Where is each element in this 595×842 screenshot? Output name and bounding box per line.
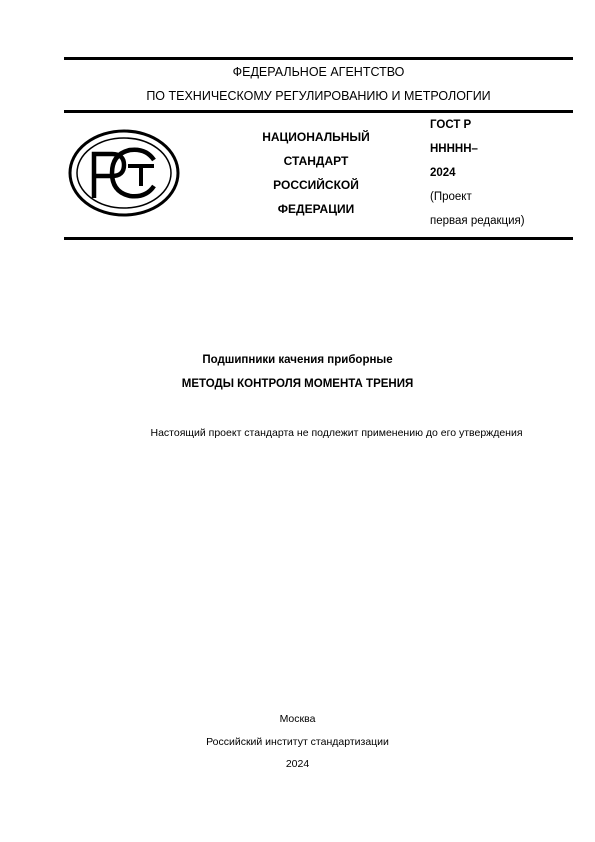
designation-year: 2024 xyxy=(430,167,456,179)
document-title-line2: МЕТОДЫ КОНТРОЛЯ МОМЕНТА ТРЕНИЯ xyxy=(181,378,414,390)
designation-draft-status: (Проект xyxy=(430,191,472,203)
footer-year: 2024 xyxy=(285,758,310,770)
standard-type-line1: НАЦИОНАЛЬНЫЙ xyxy=(262,130,370,144)
designation-edition: первая редакция) xyxy=(430,215,525,227)
footer-publisher: Российский институт стандартизации xyxy=(206,736,389,748)
footer-city: Москва xyxy=(279,713,316,725)
agency-name-line2: ПО ТЕХНИЧЕСКОМУ РЕГУЛИРОВАНИЮ И МЕТРОЛОГИИ xyxy=(146,89,491,103)
standard-type-line3: РОССИЙСКОЙ xyxy=(273,178,359,192)
agency-name-line1: ФЕДЕРАЛЬНОЕ АГЕНТСТВО xyxy=(232,65,405,79)
document-title-line1: Подшипники качения приборные xyxy=(202,354,393,366)
designation-number: ННННН– xyxy=(430,143,478,155)
designation-gost-r: ГОСТ Р xyxy=(430,119,472,131)
gost-r-logo-icon xyxy=(68,128,180,218)
standard-designation xyxy=(430,113,570,233)
header-bottom-rule xyxy=(64,237,573,240)
standard-type-line2: СТАНДАРТ xyxy=(283,154,349,168)
standard-type-line4: ФЕДЕРАЦИИ xyxy=(277,202,355,216)
draft-note: Настоящий проект стандарта не подлежит применению до его утверждения xyxy=(150,427,523,439)
